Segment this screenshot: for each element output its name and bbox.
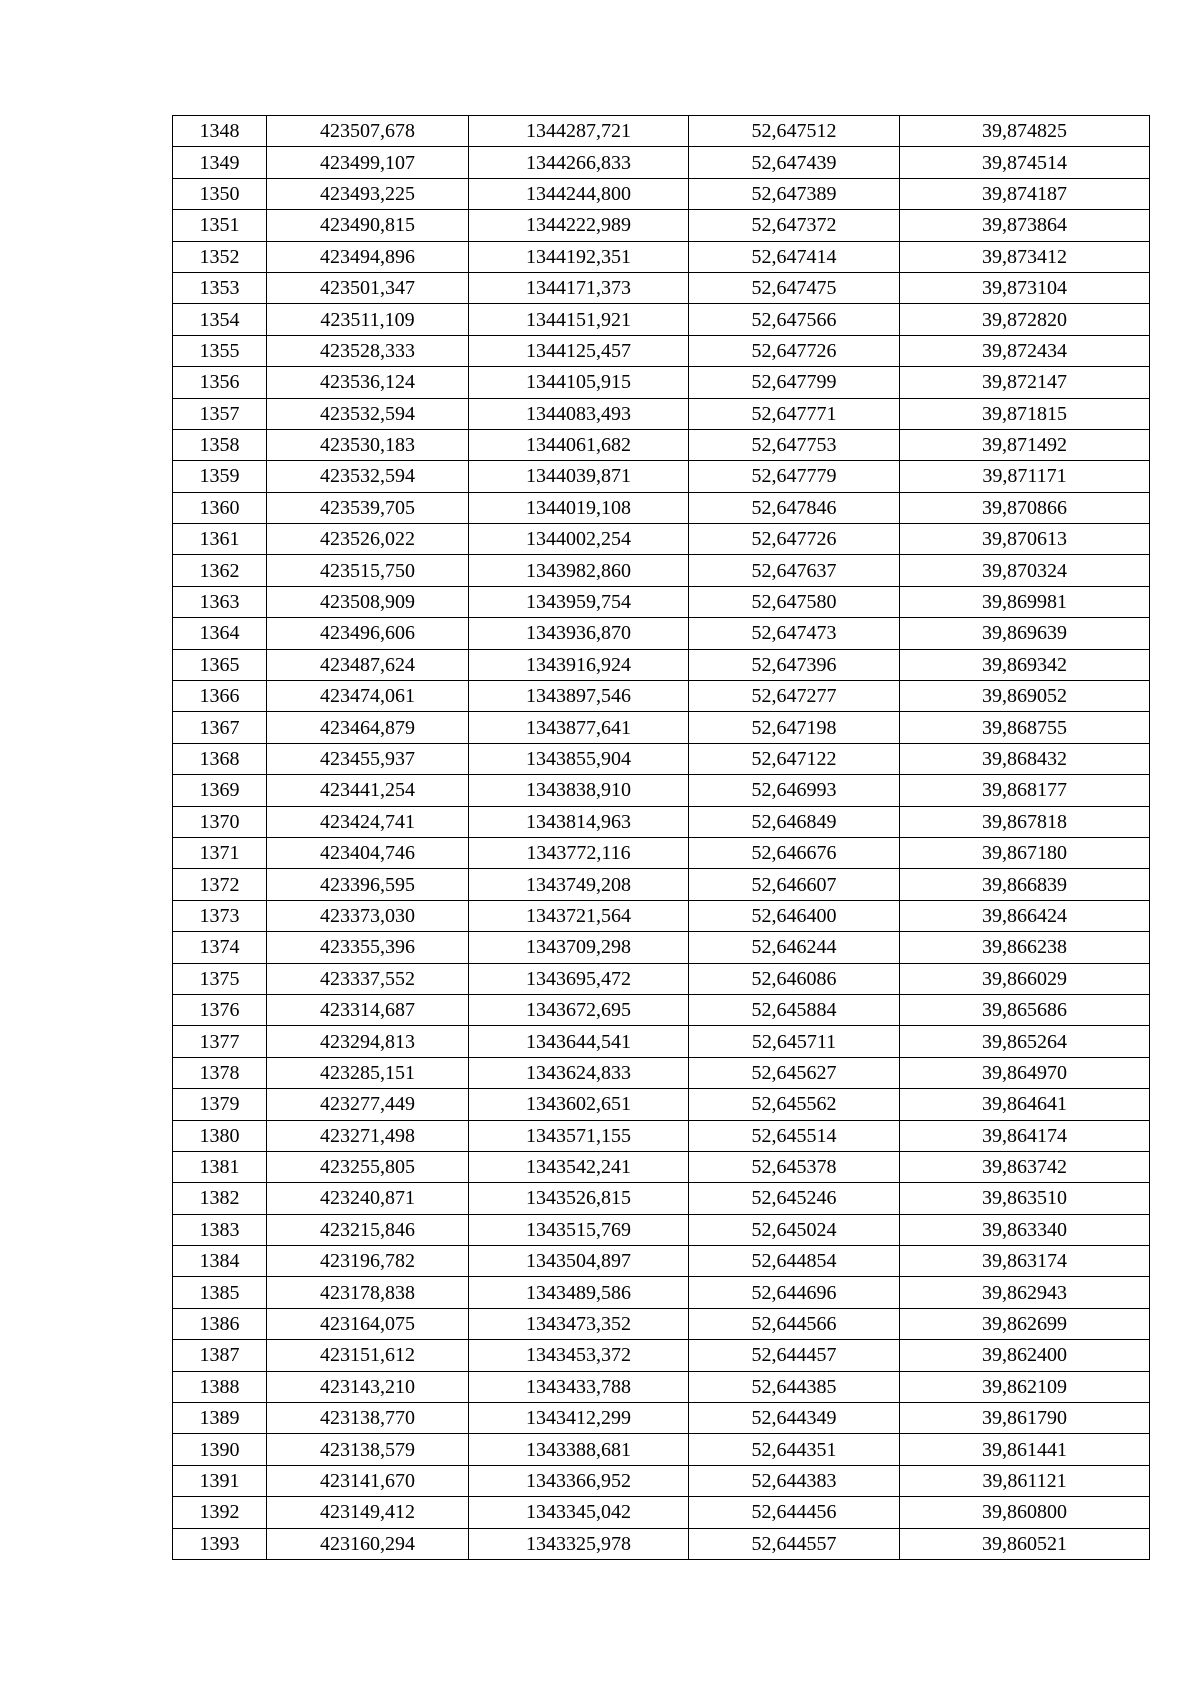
- longitude-cell: 39,864641: [900, 1089, 1150, 1120]
- y-coordinate-cell: 1344222,989: [469, 210, 689, 241]
- x-coordinate-cell: 423499,107: [267, 147, 469, 178]
- point-number-cell: 1388: [173, 1371, 267, 1402]
- x-coordinate-cell: 423496,606: [267, 618, 469, 649]
- longitude-cell: 39,866238: [900, 932, 1150, 963]
- table-row: [173, 1497, 1150, 1528]
- table-row: [173, 1214, 1150, 1245]
- point-number-cell: 1358: [173, 429, 267, 460]
- latitude-cell: 52,647580: [689, 586, 900, 617]
- y-coordinate-cell: 1343345,042: [469, 1497, 689, 1528]
- coordinates-table: [172, 115, 1150, 1560]
- longitude-cell: 39,871492: [900, 429, 1150, 460]
- x-coordinate-cell: 423138,579: [267, 1434, 469, 1465]
- point-number-cell: 1359: [173, 461, 267, 492]
- longitude-cell: 39,861790: [900, 1403, 1150, 1434]
- latitude-cell: 52,645378: [689, 1151, 900, 1182]
- x-coordinate-cell: 423314,687: [267, 994, 469, 1025]
- longitude-cell: 39,869639: [900, 618, 1150, 649]
- longitude-cell: 39,867180: [900, 837, 1150, 868]
- y-coordinate-cell: 1343814,963: [469, 806, 689, 837]
- longitude-cell: 39,866424: [900, 900, 1150, 931]
- y-coordinate-cell: 1343644,541: [469, 1026, 689, 1057]
- table-row: [173, 775, 1150, 806]
- x-coordinate-cell: 423464,879: [267, 712, 469, 743]
- latitude-cell: 52,647637: [689, 555, 900, 586]
- x-coordinate-cell: 423160,294: [267, 1528, 469, 1559]
- y-coordinate-cell: 1343624,833: [469, 1057, 689, 1088]
- point-number-cell: 1355: [173, 335, 267, 366]
- x-coordinate-cell: 423532,594: [267, 398, 469, 429]
- y-coordinate-cell: 1344171,373: [469, 272, 689, 303]
- longitude-cell: 39,869052: [900, 681, 1150, 712]
- table-row: [173, 963, 1150, 994]
- table-row: [173, 272, 1150, 303]
- x-coordinate-cell: 423138,770: [267, 1403, 469, 1434]
- point-number-cell: 1364: [173, 618, 267, 649]
- point-number-cell: 1353: [173, 272, 267, 303]
- longitude-cell: 39,861441: [900, 1434, 1150, 1465]
- latitude-cell: 52,644456: [689, 1497, 900, 1528]
- point-number-cell: 1386: [173, 1308, 267, 1339]
- latitude-cell: 52,644854: [689, 1246, 900, 1277]
- latitude-cell: 52,647439: [689, 147, 900, 178]
- point-number-cell: 1349: [173, 147, 267, 178]
- x-coordinate-cell: 423508,909: [267, 586, 469, 617]
- table-row: [173, 555, 1150, 586]
- latitude-cell: 52,645514: [689, 1120, 900, 1151]
- point-number-cell: 1378: [173, 1057, 267, 1088]
- x-coordinate-cell: 423355,396: [267, 932, 469, 963]
- longitude-cell: 39,872434: [900, 335, 1150, 366]
- table-row: [173, 147, 1150, 178]
- x-coordinate-cell: 423474,061: [267, 681, 469, 712]
- latitude-cell: 52,646400: [689, 900, 900, 931]
- latitude-cell: 52,647726: [689, 335, 900, 366]
- point-number-cell: 1360: [173, 492, 267, 523]
- table-row: [173, 1183, 1150, 1214]
- y-coordinate-cell: 1343877,641: [469, 712, 689, 743]
- y-coordinate-cell: 1344151,921: [469, 304, 689, 335]
- longitude-cell: 39,860800: [900, 1497, 1150, 1528]
- y-coordinate-cell: 1344125,457: [469, 335, 689, 366]
- longitude-cell: 39,863174: [900, 1246, 1150, 1277]
- y-coordinate-cell: 1344105,915: [469, 367, 689, 398]
- y-coordinate-cell: 1343453,372: [469, 1340, 689, 1371]
- latitude-cell: 52,644696: [689, 1277, 900, 1308]
- table-row: [173, 649, 1150, 680]
- y-coordinate-cell: 1343916,924: [469, 649, 689, 680]
- x-coordinate-cell: 423530,183: [267, 429, 469, 460]
- longitude-cell: 39,863510: [900, 1183, 1150, 1214]
- table-row: [173, 116, 1150, 147]
- point-number-cell: 1361: [173, 524, 267, 555]
- table-row: [173, 618, 1150, 649]
- point-number-cell: 1393: [173, 1528, 267, 1559]
- table-row: [173, 1057, 1150, 1088]
- y-coordinate-cell: 1344244,800: [469, 178, 689, 209]
- table-row: [173, 1434, 1150, 1465]
- y-coordinate-cell: 1343515,769: [469, 1214, 689, 1245]
- longitude-cell: 39,871815: [900, 398, 1150, 429]
- latitude-cell: 52,644383: [689, 1465, 900, 1496]
- longitude-cell: 39,870613: [900, 524, 1150, 555]
- point-number-cell: 1379: [173, 1089, 267, 1120]
- longitude-cell: 39,874825: [900, 116, 1150, 147]
- latitude-cell: 52,647277: [689, 681, 900, 712]
- latitude-cell: 52,647846: [689, 492, 900, 523]
- longitude-cell: 39,860521: [900, 1528, 1150, 1559]
- point-number-cell: 1352: [173, 241, 267, 272]
- latitude-cell: 52,647389: [689, 178, 900, 209]
- x-coordinate-cell: 423490,815: [267, 210, 469, 241]
- y-coordinate-cell: 1344287,721: [469, 116, 689, 147]
- x-coordinate-cell: 423501,347: [267, 272, 469, 303]
- point-number-cell: 1367: [173, 712, 267, 743]
- table-row: [173, 1403, 1150, 1434]
- table-row: [173, 837, 1150, 868]
- latitude-cell: 52,647779: [689, 461, 900, 492]
- x-coordinate-cell: 423528,333: [267, 335, 469, 366]
- y-coordinate-cell: 1343672,695: [469, 994, 689, 1025]
- y-coordinate-cell: 1344266,833: [469, 147, 689, 178]
- x-coordinate-cell: 423487,624: [267, 649, 469, 680]
- longitude-cell: 39,868432: [900, 743, 1150, 774]
- latitude-cell: 52,644566: [689, 1308, 900, 1339]
- y-coordinate-cell: 1343959,754: [469, 586, 689, 617]
- longitude-cell: 39,863340: [900, 1214, 1150, 1245]
- table-row: [173, 492, 1150, 523]
- table-row: [173, 712, 1150, 743]
- latitude-cell: 52,647475: [689, 272, 900, 303]
- x-coordinate-cell: 423215,846: [267, 1214, 469, 1245]
- point-number-cell: 1391: [173, 1465, 267, 1496]
- table-row: [173, 932, 1150, 963]
- longitude-cell: 39,870866: [900, 492, 1150, 523]
- latitude-cell: 52,646244: [689, 932, 900, 963]
- x-coordinate-cell: 423255,805: [267, 1151, 469, 1182]
- y-coordinate-cell: 1344039,871: [469, 461, 689, 492]
- table-row: [173, 524, 1150, 555]
- x-coordinate-cell: 423404,746: [267, 837, 469, 868]
- point-number-cell: 1374: [173, 932, 267, 963]
- table-row: [173, 178, 1150, 209]
- latitude-cell: 52,644385: [689, 1371, 900, 1402]
- latitude-cell: 52,647414: [689, 241, 900, 272]
- table-row: [173, 1277, 1150, 1308]
- y-coordinate-cell: 1343897,546: [469, 681, 689, 712]
- table-row: [173, 869, 1150, 900]
- y-coordinate-cell: 1344061,682: [469, 429, 689, 460]
- longitude-cell: 39,874187: [900, 178, 1150, 209]
- x-coordinate-cell: 423151,612: [267, 1340, 469, 1371]
- x-coordinate-cell: 423494,896: [267, 241, 469, 272]
- y-coordinate-cell: 1343709,298: [469, 932, 689, 963]
- latitude-cell: 52,647122: [689, 743, 900, 774]
- latitude-cell: 52,645884: [689, 994, 900, 1025]
- y-coordinate-cell: 1343695,472: [469, 963, 689, 994]
- y-coordinate-cell: 1343473,352: [469, 1308, 689, 1339]
- point-number-cell: 1357: [173, 398, 267, 429]
- longitude-cell: 39,873412: [900, 241, 1150, 272]
- y-coordinate-cell: 1343772,116: [469, 837, 689, 868]
- latitude-cell: 52,647771: [689, 398, 900, 429]
- latitude-cell: 52,645627: [689, 1057, 900, 1088]
- y-coordinate-cell: 1344083,493: [469, 398, 689, 429]
- table-row: [173, 1246, 1150, 1277]
- y-coordinate-cell: 1343542,241: [469, 1151, 689, 1182]
- longitude-cell: 39,871171: [900, 461, 1150, 492]
- longitude-cell: 39,864970: [900, 1057, 1150, 1088]
- point-number-cell: 1377: [173, 1026, 267, 1057]
- y-coordinate-cell: 1343489,586: [469, 1277, 689, 1308]
- longitude-cell: 39,865686: [900, 994, 1150, 1025]
- table-row: [173, 1371, 1150, 1402]
- latitude-cell: 52,647473: [689, 618, 900, 649]
- latitude-cell: 52,647753: [689, 429, 900, 460]
- table-row: [173, 1308, 1150, 1339]
- table-row: [173, 241, 1150, 272]
- table-row: [173, 304, 1150, 335]
- point-number-cell: 1348: [173, 116, 267, 147]
- y-coordinate-cell: 1343602,651: [469, 1089, 689, 1120]
- point-number-cell: 1382: [173, 1183, 267, 1214]
- x-coordinate-cell: 423143,210: [267, 1371, 469, 1402]
- x-coordinate-cell: 423539,705: [267, 492, 469, 523]
- y-coordinate-cell: 1343838,910: [469, 775, 689, 806]
- latitude-cell: 52,647512: [689, 116, 900, 147]
- latitude-cell: 52,647726: [689, 524, 900, 555]
- latitude-cell: 52,647372: [689, 210, 900, 241]
- table-row: [173, 806, 1150, 837]
- y-coordinate-cell: 1344192,351: [469, 241, 689, 272]
- y-coordinate-cell: 1343749,208: [469, 869, 689, 900]
- point-number-cell: 1373: [173, 900, 267, 931]
- point-number-cell: 1392: [173, 1497, 267, 1528]
- y-coordinate-cell: 1344019,108: [469, 492, 689, 523]
- table-row: [173, 335, 1150, 366]
- point-number-cell: 1372: [173, 869, 267, 900]
- x-coordinate-cell: 423515,750: [267, 555, 469, 586]
- latitude-cell: 52,646086: [689, 963, 900, 994]
- coordinates-table-body: [173, 116, 1150, 1560]
- y-coordinate-cell: 1343982,860: [469, 555, 689, 586]
- table-row: [173, 743, 1150, 774]
- point-number-cell: 1368: [173, 743, 267, 774]
- x-coordinate-cell: 423441,254: [267, 775, 469, 806]
- x-coordinate-cell: 423285,151: [267, 1057, 469, 1088]
- latitude-cell: 52,646676: [689, 837, 900, 868]
- latitude-cell: 52,647396: [689, 649, 900, 680]
- y-coordinate-cell: 1343855,904: [469, 743, 689, 774]
- point-number-cell: 1389: [173, 1403, 267, 1434]
- y-coordinate-cell: 1344002,254: [469, 524, 689, 555]
- longitude-cell: 39,868177: [900, 775, 1150, 806]
- table-row: [173, 1528, 1150, 1559]
- point-number-cell: 1383: [173, 1214, 267, 1245]
- table-row: [173, 681, 1150, 712]
- latitude-cell: 52,646849: [689, 806, 900, 837]
- x-coordinate-cell: 423240,871: [267, 1183, 469, 1214]
- y-coordinate-cell: 1343366,952: [469, 1465, 689, 1496]
- point-number-cell: 1365: [173, 649, 267, 680]
- longitude-cell: 39,872820: [900, 304, 1150, 335]
- table-row: [173, 210, 1150, 241]
- latitude-cell: 52,644457: [689, 1340, 900, 1371]
- x-coordinate-cell: 423294,813: [267, 1026, 469, 1057]
- latitude-cell: 52,646993: [689, 775, 900, 806]
- x-coordinate-cell: 423536,124: [267, 367, 469, 398]
- table-row: [173, 586, 1150, 617]
- y-coordinate-cell: 1343433,788: [469, 1371, 689, 1402]
- table-row: [173, 1151, 1150, 1182]
- point-number-cell: 1381: [173, 1151, 267, 1182]
- longitude-cell: 39,865264: [900, 1026, 1150, 1057]
- y-coordinate-cell: 1343388,681: [469, 1434, 689, 1465]
- longitude-cell: 39,864174: [900, 1120, 1150, 1151]
- table-row: [173, 367, 1150, 398]
- latitude-cell: 52,644351: [689, 1434, 900, 1465]
- x-coordinate-cell: 423526,022: [267, 524, 469, 555]
- point-number-cell: 1370: [173, 806, 267, 837]
- y-coordinate-cell: 1343325,978: [469, 1528, 689, 1559]
- x-coordinate-cell: 423532,594: [267, 461, 469, 492]
- longitude-cell: 39,872147: [900, 367, 1150, 398]
- point-number-cell: 1380: [173, 1120, 267, 1151]
- longitude-cell: 39,873864: [900, 210, 1150, 241]
- latitude-cell: 52,646607: [689, 869, 900, 900]
- longitude-cell: 39,866029: [900, 963, 1150, 994]
- longitude-cell: 39,862109: [900, 1371, 1150, 1402]
- longitude-cell: 39,861121: [900, 1465, 1150, 1496]
- latitude-cell: 52,645711: [689, 1026, 900, 1057]
- longitude-cell: 39,867818: [900, 806, 1150, 837]
- latitude-cell: 52,645024: [689, 1214, 900, 1245]
- latitude-cell: 52,645562: [689, 1089, 900, 1120]
- longitude-cell: 39,863742: [900, 1151, 1150, 1182]
- latitude-cell: 52,647566: [689, 304, 900, 335]
- point-number-cell: 1369: [173, 775, 267, 806]
- point-number-cell: 1363: [173, 586, 267, 617]
- point-number-cell: 1354: [173, 304, 267, 335]
- table-row: [173, 398, 1150, 429]
- y-coordinate-cell: 1343504,897: [469, 1246, 689, 1277]
- x-coordinate-cell: 423493,225: [267, 178, 469, 209]
- longitude-cell: 39,869981: [900, 586, 1150, 617]
- longitude-cell: 39,866839: [900, 869, 1150, 900]
- x-coordinate-cell: 423178,838: [267, 1277, 469, 1308]
- point-number-cell: 1384: [173, 1246, 267, 1277]
- x-coordinate-cell: 423511,109: [267, 304, 469, 335]
- point-number-cell: 1350: [173, 178, 267, 209]
- x-coordinate-cell: 423424,741: [267, 806, 469, 837]
- y-coordinate-cell: 1343571,155: [469, 1120, 689, 1151]
- longitude-cell: 39,869342: [900, 649, 1150, 680]
- latitude-cell: 52,647799: [689, 367, 900, 398]
- x-coordinate-cell: 423149,412: [267, 1497, 469, 1528]
- table-row: [173, 429, 1150, 460]
- latitude-cell: 52,644349: [689, 1403, 900, 1434]
- x-coordinate-cell: 423455,937: [267, 743, 469, 774]
- latitude-cell: 52,645246: [689, 1183, 900, 1214]
- point-number-cell: 1385: [173, 1277, 267, 1308]
- y-coordinate-cell: 1343936,870: [469, 618, 689, 649]
- x-coordinate-cell: 423337,552: [267, 963, 469, 994]
- table-row: [173, 1465, 1150, 1496]
- longitude-cell: 39,874514: [900, 147, 1150, 178]
- longitude-cell: 39,868755: [900, 712, 1150, 743]
- table-row: [173, 461, 1150, 492]
- table-row: [173, 1120, 1150, 1151]
- x-coordinate-cell: 423141,670: [267, 1465, 469, 1496]
- x-coordinate-cell: 423164,075: [267, 1308, 469, 1339]
- y-coordinate-cell: 1343721,564: [469, 900, 689, 931]
- longitude-cell: 39,870324: [900, 555, 1150, 586]
- latitude-cell: 52,647198: [689, 712, 900, 743]
- x-coordinate-cell: 423507,678: [267, 116, 469, 147]
- x-coordinate-cell: 423196,782: [267, 1246, 469, 1277]
- longitude-cell: 39,873104: [900, 272, 1150, 303]
- point-number-cell: 1366: [173, 681, 267, 712]
- table-row: [173, 1089, 1150, 1120]
- point-number-cell: 1376: [173, 994, 267, 1025]
- x-coordinate-cell: 423271,498: [267, 1120, 469, 1151]
- longitude-cell: 39,862699: [900, 1308, 1150, 1339]
- point-number-cell: 1356: [173, 367, 267, 398]
- table-row: [173, 994, 1150, 1025]
- point-number-cell: 1387: [173, 1340, 267, 1371]
- x-coordinate-cell: 423277,449: [267, 1089, 469, 1120]
- point-number-cell: 1390: [173, 1434, 267, 1465]
- point-number-cell: 1371: [173, 837, 267, 868]
- y-coordinate-cell: 1343526,815: [469, 1183, 689, 1214]
- longitude-cell: 39,862400: [900, 1340, 1150, 1371]
- longitude-cell: 39,862943: [900, 1277, 1150, 1308]
- table-row: [173, 1026, 1150, 1057]
- point-number-cell: 1375: [173, 963, 267, 994]
- table-row: [173, 900, 1150, 931]
- x-coordinate-cell: 423396,595: [267, 869, 469, 900]
- y-coordinate-cell: 1343412,299: [469, 1403, 689, 1434]
- latitude-cell: 52,644557: [689, 1528, 900, 1559]
- point-number-cell: 1351: [173, 210, 267, 241]
- x-coordinate-cell: 423373,030: [267, 900, 469, 931]
- table-row: [173, 1340, 1150, 1371]
- point-number-cell: 1362: [173, 555, 267, 586]
